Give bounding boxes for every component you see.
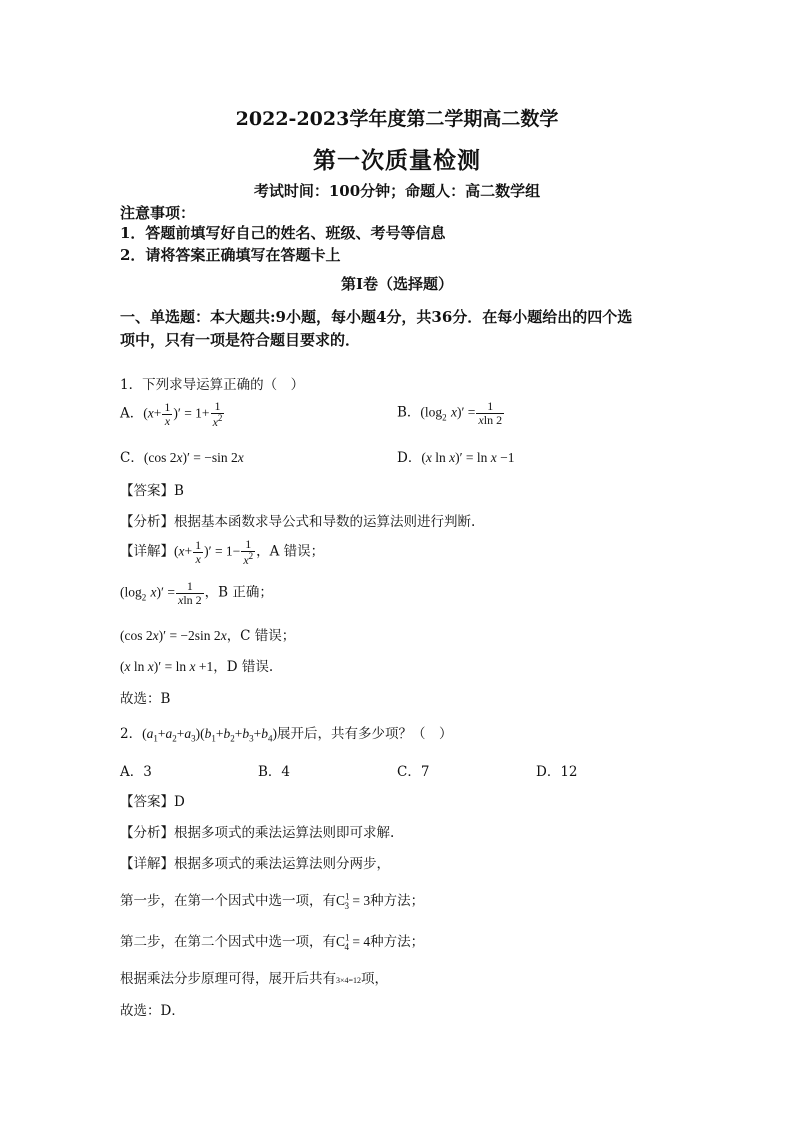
q1-answer — [120, 479, 184, 499]
q2-option-a: A．3 — [120, 764, 152, 780]
q1-option-c: C．(cos 2x)′ = −sin 2x — [120, 450, 244, 466]
answer-tag: 【答案】 — [120, 794, 174, 810]
q2-option-c: C．7 — [397, 764, 430, 780]
q2-stem: 2．$(a_1+a_2+a_3)(b_1+b_2+b_3+b_4)$展开后，共有多少项？（ ） — [120, 726, 453, 744]
q2-step-2: 第二步，在第二个因式中选一项，有$C^1_4 = 4$种方法； — [120, 932, 425, 952]
q1-detail-c: (cos 2x)′ = −2sin 2x，C 错误； — [120, 628, 296, 644]
exam-title-line1: 2022-2023学年度第二学期高二数学 — [235, 108, 559, 130]
notes-title: 注意事项： — [120, 204, 196, 222]
q1-detail-a: 【详解】(x+ $\frac{1}{x}$ )′ = 1− $\frac{1}{x^2}$ ，A 错误； — [120, 537, 325, 567]
q1-conclusion: 故选：B — [120, 691, 171, 707]
q2-conclusion: 故选：D． — [120, 1003, 185, 1019]
analysis-tag: 【分析】 — [120, 514, 174, 530]
q2-detail — [120, 852, 390, 872]
principle-post: 项， — [361, 971, 389, 987]
detail-tag: 【详解】 — [120, 543, 174, 560]
detail-text: 根据多项式的乘法运算法则分两步， — [174, 856, 390, 872]
step1-post: 种方法； — [370, 893, 425, 909]
note-item-2: 2．请将答案正确填写在答题卡上 — [120, 246, 341, 264]
section-instruction-2: 项中，只有一项是符合题目要求的． — [120, 331, 361, 349]
analysis-text: 根据多项式的乘法运算法则即可求解. — [174, 825, 395, 841]
exam-title-line2: 第一次质量检测 — [313, 147, 481, 174]
detail-d-tail: ，D 错误. — [213, 659, 274, 675]
option-label: D． — [397, 450, 422, 466]
analysis-tag: 【分析】 — [120, 825, 174, 841]
q1-option-d: D．(x ln x)′ = ln x −1 — [397, 450, 515, 466]
q2-answer — [120, 790, 185, 810]
q2-option-b: B．4 — [258, 764, 291, 780]
q1-detail-b: ($\log_2$ x)′ = $\frac{1}{xln 2}$ ，B 正确； — [120, 579, 273, 607]
detail-c-tail: ，C 错误； — [226, 628, 296, 644]
q1-stem: 1．下列求导运算正确的（ ） — [120, 377, 305, 393]
q2-option-d: D．12 — [536, 764, 578, 780]
q2-principle — [120, 967, 388, 987]
q1-detail-d: (x ln x)′ = ln x +1，D 错误. — [120, 659, 274, 675]
q1-option-a: A．(x+ $\frac{1}{x}$ )′ = 1+ $\frac{1}{x^2}$ — [120, 399, 223, 429]
section-title: 第Ⅰ卷（选择题） — [340, 275, 454, 293]
principle-calc: 3×4=12 — [336, 976, 362, 985]
principle-pre: 根据乘法分步原理可得，展开后共有 — [120, 971, 336, 987]
detail-b-tail: ，B 正确； — [204, 584, 273, 601]
detail-a-tail: ，A 错误； — [256, 543, 325, 560]
answer-value: D — [174, 794, 185, 810]
option-label: C． — [120, 450, 144, 466]
answer-tag: 【答案】 — [120, 483, 174, 499]
q1-option-b: B．($\log_2$ x)′ = $\frac{1}{xln 2}$ — [397, 399, 503, 427]
q2-stem-tail: 展开后，共有多少项？（ ） — [276, 726, 453, 742]
q1-analysis — [120, 510, 475, 530]
q2-step-1: 第一步，在第一个因式中选一项，有$C^1_3 = 3$种方法； — [120, 891, 425, 911]
option-label: B． — [397, 404, 421, 421]
q2-number: 2． — [120, 726, 143, 742]
answer-value: B — [174, 483, 184, 499]
option-label: A． — [120, 405, 144, 422]
step1-pre: 第一步，在第一个因式中选一项，有 — [120, 893, 336, 909]
note-item-1: 1．答题前填写好自己的姓名、班级、考号等信息 — [120, 224, 446, 242]
analysis-text: 根据基本函数求导公式和导数的运算法则进行判断. — [174, 514, 476, 530]
exam-info: 考试时间：100分钟；命题人：高二数学组 — [253, 182, 541, 200]
section-instruction-1: 一、单选题：本大题共:9小题，每小题4分，共36分．在每小题给出的四个选 — [120, 308, 633, 326]
step2-pre: 第二步，在第二个因式中选一项，有 — [120, 934, 336, 950]
step2-post: 种方法； — [370, 934, 425, 950]
detail-tag: 【详解】 — [120, 856, 174, 872]
q2-analysis — [120, 821, 394, 841]
